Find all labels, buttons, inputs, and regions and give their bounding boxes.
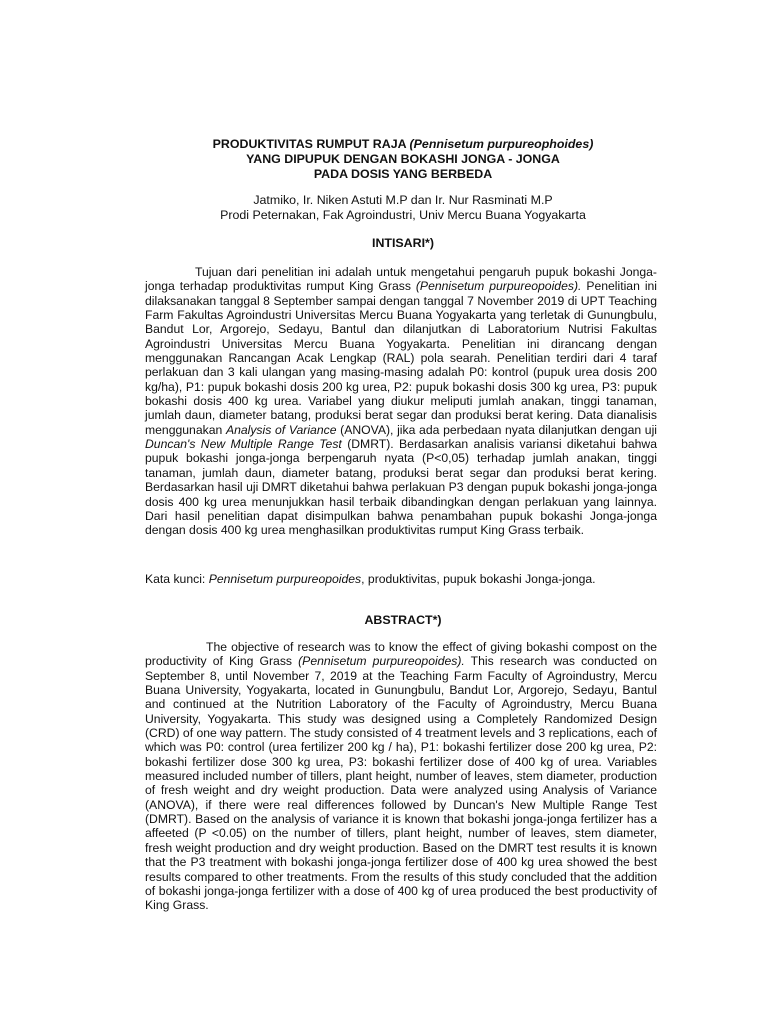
intisari-dmrt-italic: Duncan's New Multiple Range Test	[145, 437, 342, 452]
intisari-text-2: Penelitian ini dilaksanakan tanggal 8 September sampai dengan tanggal 7 November 2019 di UPT Teaching Farm Fakultas Agroindustri Universitas Mercu Buana Yogyakarta yang terletak di Gunungbulu, Bandut Lor, Argorejo, Sedayu, Bantul dan dilanjutkan di Laboratorium Nutrisi Fakultas Agroindustri Universitas Mercu Buana Yogyakarta. Penelitian ini dirancang dengan menggunakan Rancangan Acak Lengkap (RAL) pola searah. Penelitian terdiri dari 4 taraf perlakuan dan 3 kali ulangan yang masing-masing adalah P0: kontrol (pupuk urea dosis 200 kg/ha), P1: pupuk bokashi dosis 200 kg urea, P2: pupuk bokashi dosis 300 kg urea, P3: pupuk bokashi dosis 400 kg urea. Variabel yang diukur meliputi jumlah anakan, tinggi tanaman, jumlah daun, diameter batang, produksi berat segar dan produksi berat kering. Data dianalisis menggunakan	[145, 279, 658, 437]
intisari-anova-italic: Analysis of Variance	[225, 422, 337, 437]
title-main-text: PRODUKTIVITAS RUMPUT RAJA	[212, 137, 410, 151]
intisari-heading: INTISARI*)	[372, 236, 434, 250]
abstract-heading: ABSTRACT*)	[364, 613, 442, 627]
abstract-paragraph	[145, 640, 657, 913]
title-species-name: (Pennisetum purpureophoides)	[409, 137, 594, 151]
abstract-text-2: This research was conducted on September 8, until November 7, 2019 at the Teaching Farm Faculty of Agroindustry, Mercu Buana University, Yogyakarta, located in Gunungbulu, Bandut Lor, Argorejo, Sedayu, Bantul and continued at the Nutrition Laboratory of the Faculty of Agroindustry, Mercu Buana University, Yogyakarta. This study was designed using a Completely Randomized Design (CRD) of one way pattern. The study consisted of 4 treatment levels and 3 replications, each of which was P0: control (urea fertilizer 200 kg / ha), P1: bokashi fertilizer dose 200 kg urea, P2: bokashi fertilizer dose 300 kg urea, P3: bokashi fertilizer dose of 400 kg of urea. Variables measured included number of tillers, plant height, number of leaves, stem diameter, production of fresh weight and dry weight production. Data were analyzed using Analysis of Variance (ANOVA), if there were real differences followed by Duncan's New Multiple Range Test (DMRT). Based on the analysis of variance it is known that bokashi jonga-jonga fertilizer has a affeeted (P <0.05) on the number of tillers, plant height, number of leaves, stem diameter, fresh weight production and dry weight production. Based on the DMRT test results it is known that the P3 treatment with bokashi jonga-jonga fertilizer dose of 400 kg urea showed the best results compared to other treatments. From the results of this study concluded that the addition of bokashi jonga-jonga fertilizer with a dose of 400 kg of urea produced the best productivity of King Grass.	[145, 654, 658, 913]
abstract-text-1: The objective of research was to know the effect of giving bokashi compost on the productivity of King Grass	[145, 640, 657, 669]
keywords-species-italic: Pennisetum purpureopoides	[208, 572, 362, 586]
intisari-text-3: (ANOVA), jika ada perbedaan nyata dilanjutkan dengan uji	[336, 422, 657, 437]
author-block	[0, 193, 768, 223]
paper-title	[0, 137, 768, 182]
intisari-text-4: (DMRT). Berdasarkan analisis variansi diketahui bahwa pupuk bokashi jonga-jonga berpengaruh nyata (P<0,05) terhadap jumlah anakan, tinggi tanaman, jumlah daun, diameter batang, produksi berat segar dan produksi berat kering. Berdasarkan hasil uji DMRT diketahui bahwa perlakuan P3 dengan pupuk bokashi jonga-jonga dosis 400 kg urea menunjukkan hasil terbaik dibandingkan dengan perlakuan yang lainnya. Dari hasil penelitian dapat disimpulkan bahwa penambahan pupuk bokashi Jonga-jonga dengan dosis 400 kg urea menghasilkan produktivitas rumput King Grass terbaik.	[145, 437, 657, 538]
intisari-text-1: Tujuan dari penelitian ini adalah untuk mengetahui pengaruh pupuk bokashi Jonga-jonga terhadap produktivitas rumput King Grass	[145, 265, 657, 294]
author-names: Jatmiko, Ir. Niken Astuti M.P dan Ir. Nur Rasminati M.P	[253, 193, 553, 207]
intisari-species-italic: (Pennisetum purpureopoides).	[415, 279, 582, 294]
keywords-line	[145, 572, 657, 586]
keywords-label: Kata kunci:	[145, 572, 209, 586]
title-line-2: YANG DIPUPUK DENGAN BOKASHI JONGA - JONGA	[246, 152, 560, 166]
title-line-1	[0, 137, 768, 152]
intisari-paragraph	[145, 265, 657, 538]
title-line-3: PADA DOSIS YANG BERBEDA	[313, 167, 493, 181]
keywords-rest: , produktivitas, pupuk bokashi Jonga-jonga.	[361, 572, 596, 586]
author-affiliation: Prodi Peternakan, Fak Agroindustri, Univ Mercu Buana Yogyakarta	[220, 208, 586, 222]
abstract-species-italic: (Pennisetum purpureopoides).	[298, 654, 465, 669]
